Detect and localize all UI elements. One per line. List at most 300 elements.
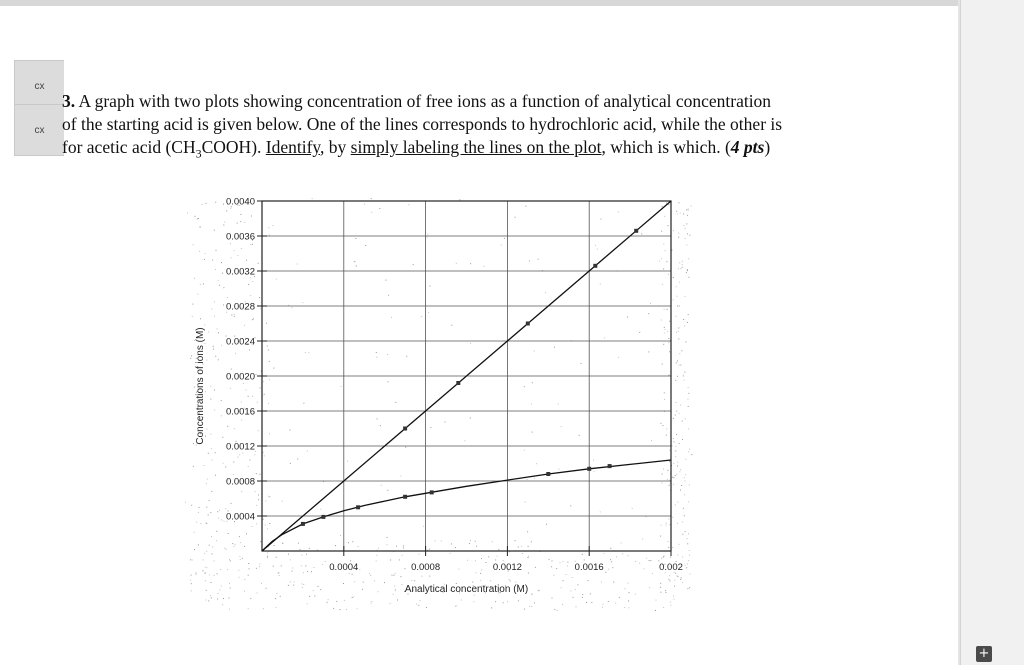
noise-dot bbox=[320, 589, 321, 590]
noise-dot bbox=[553, 575, 554, 576]
noise-dot bbox=[689, 550, 690, 551]
noise-dot bbox=[557, 610, 558, 611]
noise-dot bbox=[629, 592, 630, 593]
noise-dot bbox=[203, 559, 204, 560]
noise-dot bbox=[675, 450, 676, 451]
noise-dot bbox=[223, 225, 224, 226]
noise-dot bbox=[683, 319, 684, 320]
noise-dot bbox=[481, 558, 482, 559]
noise-dot bbox=[376, 555, 377, 556]
noise-dot bbox=[276, 279, 277, 280]
noise-dot bbox=[232, 543, 233, 544]
noise-dot bbox=[314, 567, 315, 568]
noise-dot bbox=[363, 582, 364, 583]
noise-dot bbox=[241, 491, 242, 492]
noise-dot bbox=[220, 569, 221, 570]
noise-dot bbox=[451, 325, 452, 326]
noise-dot bbox=[217, 511, 218, 512]
noise-dot bbox=[688, 451, 689, 452]
noise-dot bbox=[313, 590, 314, 591]
noise-dot bbox=[689, 555, 690, 556]
noise-dot bbox=[267, 556, 268, 557]
noise-dot bbox=[223, 598, 224, 599]
noise-dot bbox=[218, 518, 219, 519]
x-tick-label: 0.0004 bbox=[329, 562, 359, 573]
noise-dot bbox=[413, 264, 414, 265]
noise-dot bbox=[684, 372, 685, 373]
noise-dot bbox=[387, 354, 388, 355]
series-2-marker bbox=[546, 472, 550, 476]
noise-dot bbox=[428, 312, 429, 313]
noise-dot bbox=[618, 211, 619, 212]
noise-dot bbox=[682, 267, 683, 268]
noise-dot bbox=[190, 358, 191, 359]
noise-dot bbox=[208, 600, 209, 601]
noise-dot bbox=[205, 253, 206, 254]
noise-dot bbox=[269, 235, 270, 236]
side-tab-2[interactable]: cx bbox=[14, 104, 64, 156]
noise-dot bbox=[455, 547, 456, 548]
noise-dot bbox=[662, 425, 663, 426]
noise-dot bbox=[244, 579, 245, 580]
noise-dot bbox=[674, 599, 675, 600]
noise-dot bbox=[252, 526, 253, 527]
noise-dot bbox=[563, 580, 564, 581]
noise-dot bbox=[501, 245, 502, 246]
noise-dot bbox=[197, 294, 198, 295]
noise-dot bbox=[627, 317, 628, 318]
noise-dot bbox=[528, 556, 529, 557]
noise-dot bbox=[688, 258, 689, 259]
noise-dot bbox=[625, 588, 626, 589]
noise-dot bbox=[679, 413, 680, 414]
noise-dot bbox=[669, 524, 670, 525]
noise-dot bbox=[268, 496, 269, 497]
noise-dot bbox=[672, 517, 673, 518]
noise-dot bbox=[391, 317, 392, 318]
noise-dot bbox=[624, 607, 625, 608]
noise-dot bbox=[552, 560, 553, 561]
noise-dot bbox=[675, 446, 676, 447]
series-2-marker bbox=[430, 490, 434, 494]
noise-dot bbox=[272, 225, 273, 226]
y-tick-label: 0.0028 bbox=[225, 301, 255, 313]
noise-dot bbox=[221, 586, 222, 587]
noise-dot bbox=[223, 521, 224, 522]
noise-dot bbox=[515, 540, 516, 541]
noise-dot bbox=[414, 580, 415, 581]
noise-dot bbox=[396, 546, 397, 547]
noise-dot bbox=[322, 564, 323, 565]
noise-dot bbox=[661, 231, 662, 232]
noise-dot bbox=[280, 596, 281, 597]
noise-dot bbox=[558, 403, 559, 404]
noise-dot bbox=[240, 559, 241, 560]
noise-dot bbox=[663, 344, 664, 345]
noise-dot bbox=[233, 474, 234, 475]
noise-dot bbox=[192, 304, 193, 305]
series-2-marker bbox=[608, 464, 612, 468]
noise-dot bbox=[676, 296, 677, 297]
noise-dot bbox=[388, 295, 389, 296]
noise-dot bbox=[674, 441, 675, 442]
noise-dot bbox=[352, 541, 353, 542]
noise-dot bbox=[662, 284, 663, 285]
y-tick-label: 0.0016 bbox=[225, 406, 255, 418]
series-1-marker bbox=[456, 381, 460, 385]
noise-dot bbox=[663, 244, 664, 245]
noise-dot bbox=[267, 557, 268, 558]
noise-dot bbox=[524, 609, 525, 610]
noise-dot bbox=[217, 573, 218, 574]
y-tick-label: 0.0020 bbox=[225, 371, 255, 383]
noise-dot bbox=[661, 558, 662, 559]
noise-dot bbox=[681, 350, 682, 351]
series-2-marker bbox=[321, 515, 325, 519]
noise-dot bbox=[545, 292, 546, 293]
noise-dot bbox=[686, 272, 687, 273]
noise-dot bbox=[666, 525, 667, 526]
noise-dot bbox=[255, 451, 256, 452]
noise-dot bbox=[660, 583, 661, 584]
noise-dot bbox=[683, 508, 684, 509]
noise-dot bbox=[667, 541, 668, 542]
noise-dot bbox=[682, 556, 683, 557]
noise-dot bbox=[325, 561, 326, 562]
noise-dot bbox=[470, 343, 471, 344]
noise-dot bbox=[688, 501, 689, 502]
noise-dot bbox=[670, 602, 671, 603]
noise-dot bbox=[387, 537, 388, 538]
noise-dot bbox=[260, 541, 261, 542]
noise-dot bbox=[481, 570, 482, 571]
noise-dot bbox=[245, 390, 246, 391]
noise-dot bbox=[688, 387, 689, 388]
noise-dot bbox=[261, 583, 262, 584]
noise-dot bbox=[518, 547, 519, 548]
q3-f: , which is which. ( bbox=[601, 137, 731, 157]
noise-dot bbox=[492, 541, 493, 542]
noise-dot bbox=[635, 594, 636, 595]
noise-dot bbox=[257, 592, 258, 593]
noise-dot bbox=[524, 450, 525, 451]
noise-dot bbox=[234, 428, 235, 429]
y-axis-label: Concentrations of ions (M) bbox=[195, 327, 206, 445]
noise-dot bbox=[221, 400, 222, 401]
noise-dot bbox=[507, 601, 508, 602]
noise-dot bbox=[554, 347, 555, 348]
noise-dot bbox=[427, 237, 428, 238]
noise-dot bbox=[196, 522, 197, 523]
noise-dot bbox=[210, 582, 211, 583]
noise-dot bbox=[667, 470, 668, 471]
noise-dot bbox=[374, 580, 375, 581]
noise-dot bbox=[662, 364, 663, 365]
noise-dot bbox=[190, 559, 191, 560]
noise-dot bbox=[538, 590, 539, 591]
noise-dot bbox=[214, 301, 215, 302]
noise-dot bbox=[681, 485, 682, 486]
noise-dot bbox=[215, 475, 216, 476]
y-tick-label: 0.0036 bbox=[225, 231, 255, 243]
noise-dot bbox=[470, 263, 471, 264]
noise-dot bbox=[265, 501, 266, 502]
noise-dot bbox=[680, 213, 681, 214]
noise-dot bbox=[255, 491, 256, 492]
noise-dot bbox=[461, 600, 462, 601]
noise-dot bbox=[239, 536, 240, 537]
noise-dot bbox=[299, 549, 300, 550]
noise-dot bbox=[669, 485, 670, 486]
noise-dot bbox=[200, 523, 201, 524]
noise-dot bbox=[663, 557, 664, 558]
noise-dot bbox=[611, 561, 612, 562]
noise-dot bbox=[248, 563, 249, 564]
noise-dot bbox=[678, 237, 679, 238]
noise-dot bbox=[419, 554, 420, 555]
noise-dot bbox=[371, 601, 372, 602]
noise-dot bbox=[441, 541, 442, 542]
noise-dot bbox=[689, 235, 690, 236]
noise-dot bbox=[678, 544, 679, 545]
noise-dot bbox=[687, 322, 688, 323]
noise-dot bbox=[601, 219, 602, 220]
noise-dot bbox=[528, 546, 529, 547]
noise-dot bbox=[268, 227, 269, 228]
noise-dot bbox=[290, 559, 291, 560]
noise-dot bbox=[663, 269, 664, 270]
noise-dot bbox=[673, 477, 674, 478]
noise-dot bbox=[635, 561, 636, 562]
noise-dot bbox=[199, 507, 200, 508]
noise-dot bbox=[318, 586, 319, 587]
noise-dot bbox=[333, 608, 334, 609]
noise-dot bbox=[480, 580, 481, 581]
noise-dot bbox=[235, 353, 236, 354]
noise-dot bbox=[687, 269, 688, 270]
q3-g: ) bbox=[764, 137, 771, 157]
noise-dot bbox=[214, 230, 215, 231]
noise-dot bbox=[680, 268, 681, 269]
noise-dot bbox=[677, 465, 678, 466]
plus-icon[interactable]: + bbox=[976, 646, 992, 662]
noise-dot bbox=[475, 560, 476, 561]
question-line-2: of the starting acid is given below. One of the lines corresponds to hydrochloric acid, while the other is bbox=[62, 114, 783, 134]
noise-dot bbox=[591, 602, 592, 603]
noise-dot bbox=[677, 555, 678, 556]
noise-dot bbox=[234, 314, 235, 315]
noise-dot bbox=[678, 202, 679, 203]
noise-dot bbox=[582, 554, 583, 555]
noise-dot bbox=[356, 266, 357, 267]
noise-dot bbox=[371, 198, 372, 199]
noise-dot bbox=[302, 583, 303, 584]
noise-dot bbox=[227, 426, 228, 427]
noise-dot bbox=[689, 485, 690, 486]
noise-dot bbox=[518, 600, 519, 601]
noise-dot bbox=[498, 549, 499, 550]
noise-dot bbox=[497, 556, 498, 557]
x-tick-label: 0.0008 bbox=[411, 562, 441, 573]
noise-dot bbox=[616, 556, 617, 557]
noise-dot bbox=[293, 585, 294, 586]
noise-dot bbox=[575, 589, 576, 590]
noise-dot bbox=[216, 540, 217, 541]
noise-dot bbox=[370, 575, 371, 576]
noise-dot bbox=[297, 264, 298, 265]
noise-dot bbox=[685, 238, 686, 239]
noise-dot bbox=[206, 507, 207, 508]
noise-dot bbox=[687, 563, 688, 564]
noise-dot bbox=[664, 216, 665, 217]
noise-dot bbox=[240, 542, 241, 543]
noise-dot bbox=[642, 539, 643, 540]
noise-dot bbox=[395, 573, 396, 574]
noise-dot bbox=[378, 591, 379, 592]
y-tick-label: 0.0008 bbox=[225, 476, 255, 488]
noise-dot bbox=[679, 306, 680, 307]
noise-dot bbox=[677, 305, 678, 306]
noise-dot bbox=[480, 573, 481, 574]
noise-dot bbox=[209, 545, 210, 546]
noise-dot bbox=[267, 345, 268, 346]
noise-dot bbox=[199, 251, 200, 252]
noise-dot bbox=[193, 244, 194, 245]
noise-dot bbox=[535, 567, 536, 568]
noise-dot bbox=[268, 403, 269, 404]
noise-dot bbox=[250, 244, 251, 245]
noise-dot bbox=[675, 380, 676, 381]
noise-dot bbox=[207, 429, 208, 430]
noise-dot bbox=[194, 532, 195, 533]
noise-dot bbox=[677, 462, 678, 463]
noise-dot bbox=[673, 277, 674, 278]
noise-dot bbox=[673, 438, 674, 439]
side-tab-1[interactable]: cx bbox=[14, 60, 64, 112]
noise-dot bbox=[250, 295, 251, 296]
noise-dot bbox=[673, 596, 674, 597]
noise-dot bbox=[685, 531, 686, 532]
noise-dot bbox=[676, 434, 677, 435]
noise-dot bbox=[230, 208, 231, 209]
noise-dot bbox=[215, 269, 216, 270]
noise-dot bbox=[474, 601, 475, 602]
noise-dot bbox=[308, 352, 309, 353]
noise-dot bbox=[673, 230, 674, 231]
noise-dot bbox=[223, 304, 224, 305]
noise-dot bbox=[249, 568, 250, 569]
noise-dot bbox=[352, 574, 353, 575]
noise-dot bbox=[619, 597, 620, 598]
noise-dot bbox=[225, 508, 226, 509]
noise-dot bbox=[562, 561, 563, 562]
noise-dot bbox=[269, 496, 270, 497]
noise-dot bbox=[686, 567, 687, 568]
noise-dot bbox=[556, 568, 557, 569]
noise-dot bbox=[567, 562, 568, 563]
noise-dot bbox=[668, 342, 669, 343]
noise-dot bbox=[677, 502, 678, 503]
noise-dot bbox=[682, 582, 683, 583]
noise-dot bbox=[532, 432, 533, 433]
noise-dot bbox=[676, 362, 677, 363]
noise-dot bbox=[676, 474, 677, 475]
noise-dot bbox=[212, 260, 213, 261]
noise-dot bbox=[679, 443, 680, 444]
noise-dot bbox=[279, 575, 280, 576]
scan-noise bbox=[185, 198, 692, 611]
noise-dot bbox=[675, 316, 676, 317]
noise-dot bbox=[223, 463, 224, 464]
series-2-marker bbox=[301, 522, 305, 526]
noise-dot bbox=[665, 329, 666, 330]
noise-dot bbox=[395, 589, 396, 590]
noise-dot bbox=[221, 415, 222, 416]
noise-dot bbox=[688, 277, 689, 278]
noise-dot bbox=[260, 308, 261, 309]
noise-dot bbox=[527, 531, 528, 532]
noise-dot bbox=[682, 261, 683, 262]
noise-dot bbox=[661, 423, 662, 424]
noise-dot bbox=[608, 601, 609, 602]
noise-dot bbox=[213, 346, 214, 347]
noise-dot bbox=[661, 258, 662, 259]
noise-dot bbox=[491, 607, 492, 608]
noise-dot bbox=[677, 523, 678, 524]
noise-dot bbox=[532, 593, 533, 594]
noise-dot bbox=[682, 521, 683, 522]
noise-dot bbox=[669, 351, 670, 352]
noise-dot bbox=[666, 428, 667, 429]
noise-dot bbox=[685, 459, 686, 460]
noise-dot bbox=[399, 559, 400, 560]
noise-dot bbox=[595, 245, 596, 246]
noise-dot bbox=[387, 490, 388, 491]
noise-dot bbox=[394, 575, 395, 576]
y-tick-label: 0.0032 bbox=[225, 266, 255, 278]
q3-d: , by bbox=[320, 137, 351, 157]
noise-dot bbox=[677, 576, 678, 577]
noise-dot bbox=[668, 547, 669, 548]
noise-dot bbox=[234, 250, 235, 251]
noise-dot bbox=[237, 223, 238, 224]
noise-dot bbox=[668, 519, 669, 520]
q3-sub: 3 bbox=[195, 146, 202, 161]
x-axis-ticks bbox=[329, 546, 683, 573]
series-2-marker bbox=[403, 495, 407, 499]
noise-dot bbox=[246, 533, 247, 534]
noise-dot bbox=[628, 600, 629, 601]
noise-dot bbox=[664, 399, 665, 400]
noise-dot bbox=[317, 550, 318, 551]
noise-dot bbox=[219, 510, 220, 511]
noise-dot bbox=[584, 559, 585, 560]
noise-dot bbox=[292, 568, 293, 569]
noise-dot bbox=[355, 238, 356, 239]
noise-dot bbox=[604, 337, 605, 338]
noise-dot bbox=[687, 233, 688, 234]
noise-dot bbox=[528, 573, 529, 574]
q3-points: 4 pts bbox=[730, 137, 765, 157]
noise-dot bbox=[561, 426, 562, 427]
noise-dot bbox=[257, 402, 258, 403]
noise-dot bbox=[206, 203, 207, 204]
noise-dot bbox=[648, 351, 649, 352]
noise-dot bbox=[655, 610, 656, 611]
noise-dot bbox=[685, 418, 686, 419]
noise-dot bbox=[211, 448, 212, 449]
noise-dot bbox=[427, 234, 428, 235]
